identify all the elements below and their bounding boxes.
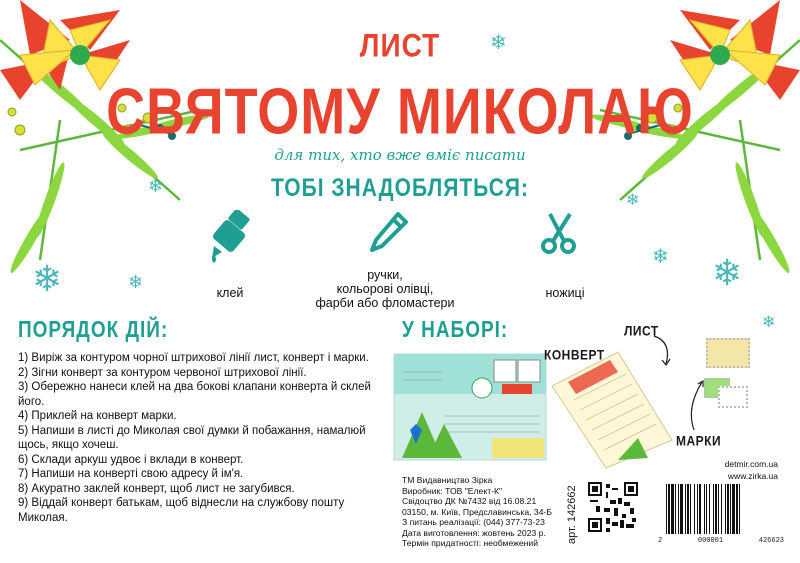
publisher-line: 03150, м. Київ, Предславинська, 34-Б [402, 506, 552, 517]
snowflake-icon: ❄ [490, 32, 507, 54]
stamp-image [718, 386, 748, 408]
barcode-bar [675, 484, 676, 534]
glue-label: клей [216, 286, 244, 300]
envelope-tag: КОНВЕРТ [544, 346, 605, 364]
barcode-bar [699, 484, 701, 534]
snowflake-icon: ❄ [652, 246, 669, 268]
barcode-bar [736, 484, 738, 534]
step-line: Миколая. [18, 511, 68, 524]
barcode-bar [721, 484, 722, 534]
barcode-bar [694, 484, 695, 534]
qr-code [588, 482, 638, 532]
arrow-icon [650, 332, 678, 368]
barcode-bar [680, 484, 683, 534]
snowflake-icon: ❄ [148, 176, 164, 196]
pencil-label-line: фарби або фломастери [315, 296, 455, 310]
step-line: 4) Приклей на конверт марки. [18, 410, 177, 422]
stamps-tag: МАРКИ [676, 432, 722, 450]
publisher-line: Виробник: ТОВ "Елект-К" [402, 485, 503, 496]
step-line: 6) Склади аркуш удвоє і вклади в конверт. [18, 453, 244, 466]
arrow-icon [684, 378, 708, 432]
barcode-bar [709, 484, 710, 534]
step-line: його. [18, 395, 45, 408]
publisher-line: ТМ Видавництво Зірка [402, 475, 493, 485]
kit-title: У НАБОРІ: [402, 318, 509, 344]
subtitle: для тих, хто вже вміє писати [274, 146, 526, 164]
publisher-line: Термін придатності: необмежений [402, 538, 538, 548]
step-line: 5) Напиши в листі до Миколая свої думки й побажання, намалюй [18, 424, 366, 437]
barcode-bar [668, 484, 670, 534]
step-line: 8) Акуратно заклей конверт, щоб лист не загубився. [18, 482, 295, 495]
pencil-label-line: кольорові олівці, [336, 282, 434, 296]
pencil-icon [368, 208, 412, 254]
step-line: 3) Обережно нанеси клей на два бокові клапани конверта й склей [18, 381, 371, 393]
barcode-digit-group: 000001 [697, 537, 724, 545]
barcode-bar [718, 484, 719, 534]
barcode-bar [685, 484, 686, 534]
pencil-label-line: ручки, [367, 268, 403, 282]
barcode-bar [725, 484, 726, 534]
barcode-bar [727, 484, 729, 534]
barcode-bar [690, 484, 691, 534]
step-line: щось, якщо хочеш. [18, 439, 119, 451]
barcode-bar [704, 484, 705, 534]
snowflake-icon: ❄ [128, 272, 144, 292]
step-line: 1) Виріж за контуром чорної штрихової лінії лист, конверт і марки. [18, 352, 369, 364]
step-line: 2) Зігни конверт за контуром червоної штрихової лінії. [18, 366, 307, 379]
barcode-digit-group: 426623 [758, 537, 784, 545]
steps-list [18, 351, 390, 525]
barcode-bar [732, 484, 735, 534]
barcode-bar [666, 484, 667, 534]
glue-icon [208, 210, 258, 264]
barcode-bar [730, 484, 731, 534]
publisher-line: Свідоцтво ДК №7432 від 16.08.21 [402, 496, 537, 506]
publisher-line: З питань реалізації: (044) 377-73-23 [402, 517, 545, 527]
barcode-bar [687, 484, 689, 534]
barcode [664, 484, 782, 536]
title-small: ЛИСТ [359, 27, 441, 64]
scissors-label: ножиці [545, 286, 585, 300]
envelope-image [392, 352, 548, 462]
step-line: 9) Віддай конверт батькам, щоб віднесли на службову пошту [18, 497, 345, 509]
page-title: СВЯТОМУ МИКОЛАЮ [106, 76, 694, 148]
barcode-digits [658, 537, 784, 545]
barcode-digit-group: 2 [658, 537, 663, 545]
barcode-bar [697, 484, 698, 534]
publisher-info [402, 475, 592, 549]
snowflake-icon: ❄ [712, 252, 743, 293]
order-title: ПОРЯДОК ДІЙ: [18, 318, 169, 344]
barcode-bar [715, 484, 717, 534]
publisher-line: Дата виготовлення: жовтень 2023 р. [402, 527, 546, 538]
barcode-bar [713, 484, 714, 534]
barcode-bar [739, 484, 740, 534]
needs-title: ТОБІ ЗНАДОБЛЯТЬСЯ: [270, 174, 529, 203]
pencil-label [300, 268, 470, 310]
snowflake-icon: ❄ [32, 258, 63, 299]
article-number: арт. 142662 [566, 485, 578, 544]
website-line: detmir.com.ua [724, 459, 778, 469]
barcode-bar [706, 484, 707, 534]
snowflake-icon: ❄ [762, 314, 776, 331]
website-line: www.zirka.ua [727, 470, 778, 481]
letter-tag: ЛИСТ [624, 322, 659, 340]
websites [725, 459, 778, 482]
barcode-bar [678, 484, 679, 534]
step-line: 7) Напиши на конверті свою адресу й ім'я. [18, 468, 244, 480]
scissors-icon [540, 210, 582, 256]
snowflake-icon: ❄ [626, 192, 640, 209]
stamp-image [706, 338, 750, 368]
barcode-bar [671, 484, 674, 534]
